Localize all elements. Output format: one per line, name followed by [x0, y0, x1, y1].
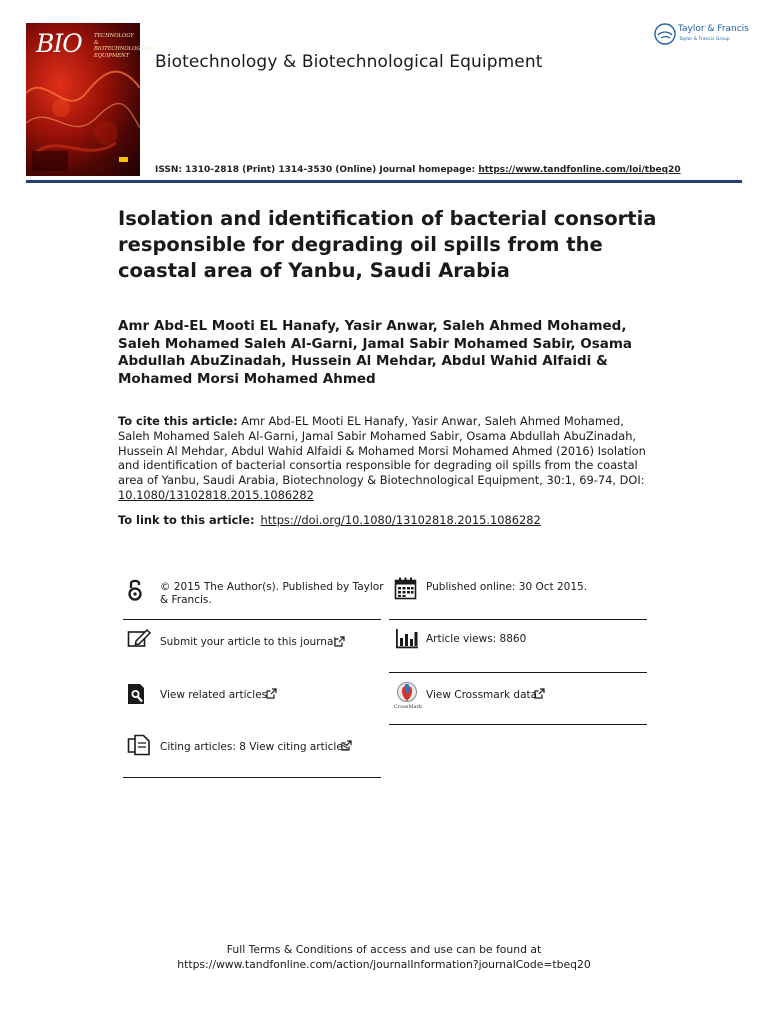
journal-cover-image: [26, 23, 154, 176]
article-title: Isolation and identification of bacterial consortia responsible for degrading oil spills from the coastal area of Yanbu, Saudi Arabia: [118, 207, 657, 282]
calendar-icon: [394, 577, 417, 600]
article-views: Article views: 8860: [426, 633, 527, 645]
external-link-icon: [534, 688, 545, 699]
divider: [123, 619, 381, 620]
bar-chart-icon: [395, 629, 419, 649]
published-date: Published online: 30 Oct 2015.: [426, 581, 588, 593]
related-articles-label: View related articles: [160, 689, 268, 701]
link-label: To link to this article:: [118, 513, 255, 527]
crossmark-caption: CrossMark: [394, 704, 422, 710]
search-icon: [127, 683, 148, 705]
external-link-icon: [334, 636, 345, 647]
citing-articles-icon: [127, 734, 151, 756]
citation-block: [118, 414, 658, 503]
divider: [389, 619, 647, 620]
crossmark-icon: [395, 682, 419, 704]
journal-title: Biotechnology & Biotechnological Equipment: [155, 52, 543, 72]
cite-text: Amr Abd-EL Mooti EL Hanafy, Yasir Anwar, Saleh Ahmed Mohamed, Saleh Mohamed Saleh Al-Garni, Jamal Sabir Mohamed Sabir, Osama Abdullah AbuZinadah, Hussein Al Mehdar, Abdul Wahid Alfaidi & Mohamed Morsi Mohamed Ahmed (2016) Isolation and identification of bacterial consortia responsible for degrading oil spills from the coastal area of Yanbu, Saudi Arabia, Biotechnology & Biotechnological Equipment, 30:1, 69-74, DOI:: [118, 414, 646, 488]
footer-terms-url[interactable]: https://www.tandfonline.com/action/journalInformation?journalCode=tbeq20: [177, 958, 591, 971]
divider: [123, 777, 381, 778]
article-doi-link[interactable]: https://doi.org/10.1080/13102818.2015.1086282: [260, 513, 541, 527]
footer-terms-line: Full Terms & Conditions of access and use can be found at: [226, 943, 542, 956]
article-link-line: [118, 513, 541, 527]
header-divider: [26, 180, 742, 183]
external-link-icon: [341, 740, 352, 751]
divider: [389, 672, 647, 673]
cover-subtitle: TECHNOLOGY & BIOTECHNOLOGICAL EQUIPMENT: [94, 33, 154, 59]
edit-icon: [127, 628, 151, 648]
publisher-group: Taylor & Francis Group: [679, 37, 730, 42]
divider: [389, 724, 647, 725]
issn-line: ISSN: 1310-2818 (Print) 1314-3530 (Online) Journal homepage: https://www.tandfonline.com/loi/tbeq20: [155, 165, 681, 175]
submit-article-label: Submit your article to this journal: [160, 636, 337, 648]
crossmark-label: View Crossmark data: [426, 689, 538, 701]
article-authors: Amr Abd-EL Mooti EL Hanafy, Yasir Anwar, Saleh Ahmed Mohamed, Saleh Mohamed Saleh Al-Garni, Jamal Sabir Mohamed Sabir, Osama Abdullah AbuZinadah, Hussein Al Mehdar, Abdul Wahid Alfaidi & Mohamed Morsi Mohamed Ahmed: [118, 318, 633, 387]
open-access-icon: [127, 577, 143, 602]
external-link-icon: [266, 688, 277, 699]
cover-title: BIO: [36, 29, 82, 58]
publisher-logo-icon: [654, 23, 676, 45]
cite-doi-link[interactable]: 10.1080/13102818.2015.1086282: [118, 487, 314, 502]
publisher-name: Taylor & Francis: [678, 24, 749, 34]
journal-homepage-link[interactable]: https://www.tandfonline.com/loi/tbeq20: [478, 165, 681, 175]
citing-articles-label: Citing articles: 8 View citing articles: [160, 741, 349, 753]
cite-label: To cite this article:: [118, 414, 238, 428]
license-text: © 2015 The Author(s). Published by Taylor & Francis.: [160, 581, 384, 606]
